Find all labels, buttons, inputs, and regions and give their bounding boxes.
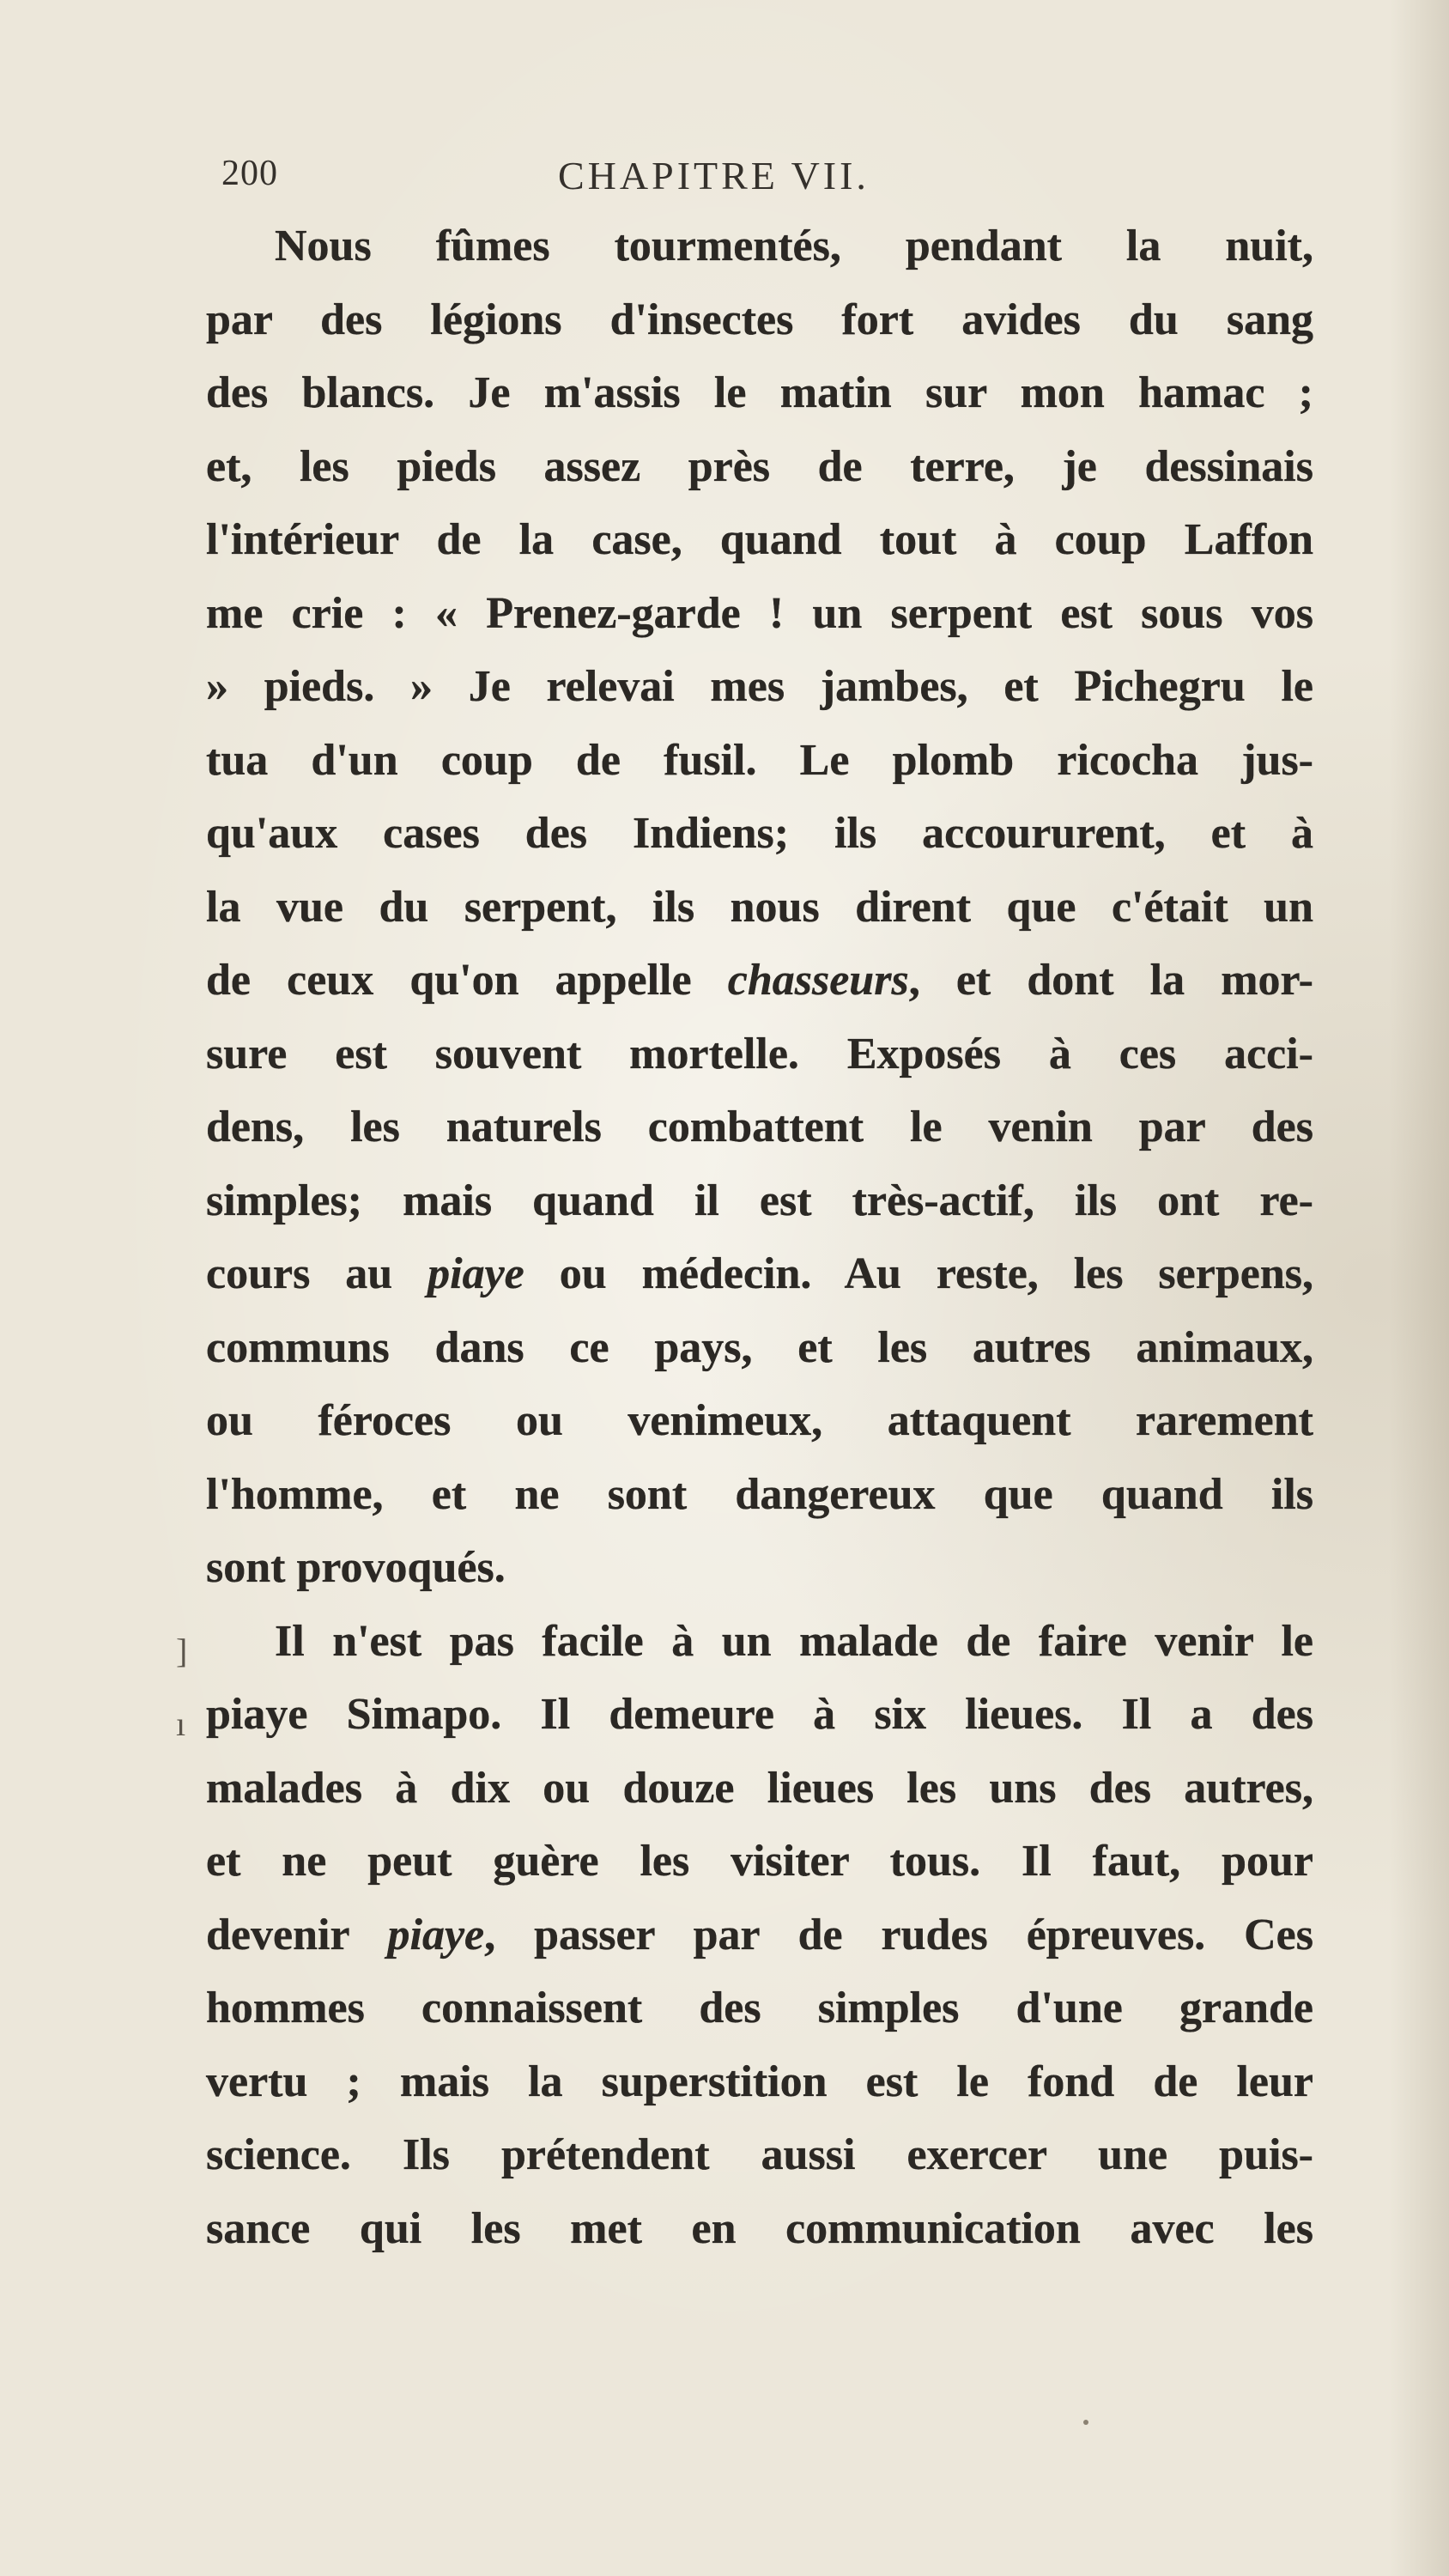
chapter-title: CHAPITRE VII. (558, 154, 870, 197)
page-number: 200 (221, 154, 278, 193)
text-line: et, les pieds assez près de terre, je dessinais (206, 441, 1313, 491)
italic-term: piaye (387, 1910, 485, 1959)
text-line: sure est souvent mortelle. Exposés à ces acci- (206, 1029, 1313, 1078)
italic-term: chasseurs (727, 956, 909, 1005)
text-line: Nous fûmes tourmentés, pendant la nuit, (275, 222, 1313, 270)
text-line: » pieds. » Je relevai mes jambes, et Pichegru le (206, 662, 1313, 711)
margin-marks (176, 1614, 187, 1760)
text-line: devenir piaye, passer par de rudes épreuves. Ces (206, 1910, 1313, 1959)
text-line: la vue du serpent, ils nous dirent que c'était un (206, 882, 1313, 932)
text-line: ou féroces ou venimeux, attaquent rarement (206, 1396, 1313, 1445)
text-line: cours au piaye ou médecin. Au reste, les serpens, (206, 1249, 1313, 1298)
text-line: sance qui les met en communication avec les (206, 2203, 1313, 2253)
text-line: de ceux qu'on appelle chasseurs, et dont la mor- (206, 956, 1314, 1005)
margin-mark: ] (176, 1631, 188, 1670)
text-line: science. Ils prétendent aussi exercer une puis- (206, 2130, 1313, 2179)
text-line: et ne peut guère les visiter tous. Il faut, pour (206, 1837, 1313, 1886)
text-line: communs dans ce pays, et les autres animaux, (206, 1322, 1313, 1372)
text-line: dens, les naturels combattent le venin par des (206, 1103, 1313, 1151)
text-line: vertu ; mais la superstition est le fond de leur (206, 2057, 1313, 2106)
text-line: des blancs. Je m'assis le matin sur mon hamac ; (206, 368, 1313, 417)
text-line: tua d'un coup de fusil. Le plomb ricocha jus- (206, 735, 1313, 785)
text-line: piaye Simapo. Il demeure à six lieues. Il a des (206, 1690, 1313, 1739)
text-line: Il n'est pas facile à un malade de faire venir le (275, 1616, 1313, 1666)
text-line: sont provoqués. (206, 1543, 506, 1592)
body-text (206, 210, 1313, 2265)
margin-mark: ı (176, 1704, 186, 1743)
text-line: qu'aux cases des Indiens; ils accoururent, et à (206, 809, 1313, 858)
text-line: l'homme, et ne sont dangereux que quand ils (206, 1469, 1313, 1519)
text-line: simples; mais quand il est très-actif, ils ont re- (206, 1176, 1313, 1225)
text-line: l'intérieur de la case, quand tout à coup Laffon (206, 515, 1313, 564)
running-head (0, 153, 1449, 204)
paper-speck (1083, 2420, 1088, 2425)
text-line: hommes connaissent des simples d'une grande (206, 1984, 1313, 2032)
italic-term: piaye (427, 1249, 524, 1298)
text-line: me crie : « Prenez-garde ! un serpent est sous vos (206, 588, 1313, 638)
page-gutter-shadow (1389, 0, 1449, 2576)
text-line: par des légions d'insectes fort avides du sang (206, 295, 1313, 344)
text-line: malades à dix ou douze lieues les uns des autres, (206, 1763, 1313, 1813)
